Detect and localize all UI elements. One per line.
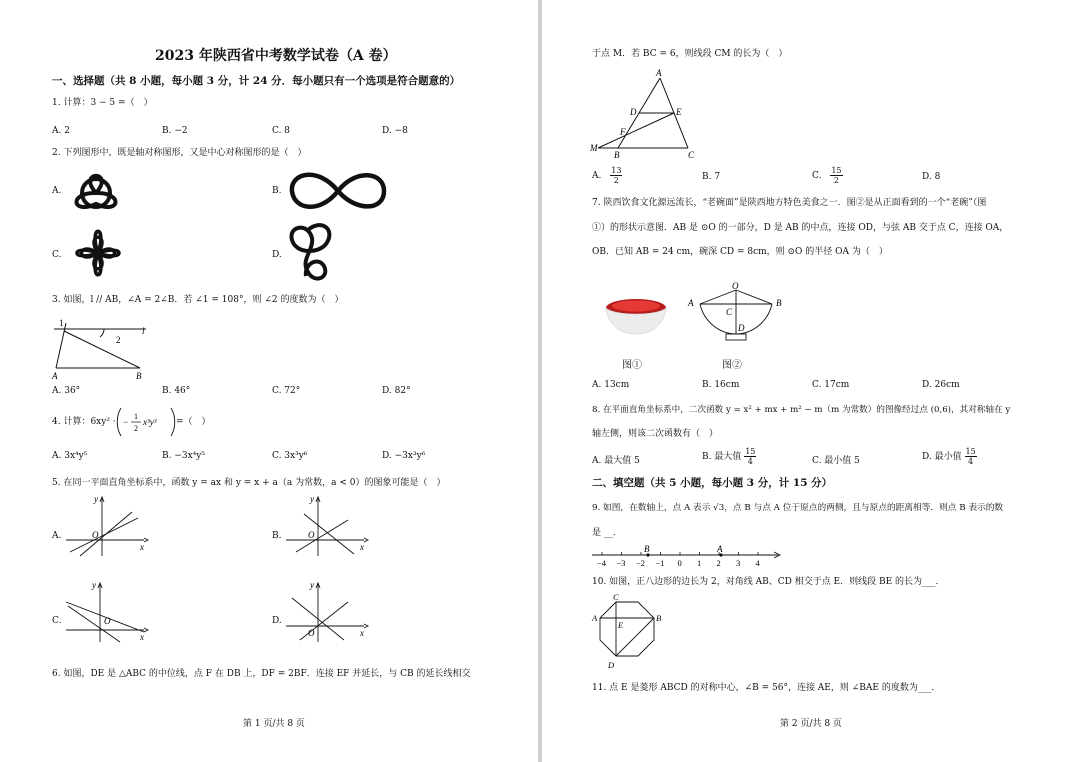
q5-label-c: C. (52, 616, 62, 626)
question-3-stem: 3. 如图，l // AB，∠A = 2∠B．若 ∠1 = 108°，则 ∠2 的度数为（ ） (52, 295, 344, 305)
q7-label-A: A (688, 298, 694, 308)
q7-label-O: O (732, 281, 739, 291)
q8-option-c: C. 最小值 5 (812, 456, 860, 466)
q10-label-A: A (592, 613, 598, 623)
svg-text:2: 2 (134, 424, 138, 433)
q2-label-d: D. (272, 250, 282, 260)
question-8-line2: 轴左侧，则该二次函数有（ ） (592, 429, 719, 439)
q3-label-A: A (52, 371, 58, 381)
q9-point-A: A (717, 544, 723, 554)
question-11-stem: 11. 点 E 是菱形 ABCD 的对称中心，∠B = 56°，连接 AE，则 ∠BAE 的度数为___． (592, 683, 941, 693)
page-1-footer: 第 1 页/共 8 页 (243, 719, 305, 729)
q9-point-B: B (644, 544, 650, 554)
question-9-line2: 是 __． (592, 528, 622, 538)
q7-bowl-diagram (688, 282, 788, 346)
page-2-footer: 第 2 页/共 8 页 (780, 719, 842, 729)
q9-tick-label: 2 (716, 558, 721, 568)
q7-figure-2-caption: 图② (722, 360, 742, 371)
svg-text:O: O (308, 530, 315, 540)
q2-figure-a-triquetra (66, 162, 126, 218)
q6-label-D: D (630, 107, 637, 117)
q1-option-d: D. −8 (382, 126, 408, 136)
q3-figure-parallel-lines (50, 315, 160, 385)
q7-label-B: B (776, 298, 782, 308)
q9-tick-label: −4 (597, 558, 607, 568)
q9-number-line (592, 540, 782, 572)
q10-label-D: D (608, 660, 615, 670)
q5-graph-c (62, 580, 152, 644)
question-2-stem: 2. 下列图形中，既是轴对称图形，又是中心对称图形的是（ ） (52, 148, 307, 158)
q4-option-d: D. −3x³y⁶ (382, 451, 426, 461)
q1-option-a: A. 2 (52, 126, 70, 136)
q5-label-d: D. (272, 616, 282, 626)
q3-option-b: B. 46° (162, 386, 191, 396)
q4-option-b: B. −3x⁴y⁵ (162, 451, 205, 461)
q6-label-C: C (688, 150, 695, 160)
question-4-stem-pre: 4. 计算：6xy² · (52, 417, 116, 427)
q9-tick-label: 0 (677, 558, 682, 568)
q8-b-denominator: 4 (747, 457, 753, 466)
q8-d-denominator: 4 (968, 457, 974, 466)
q2-label-a: A. (52, 186, 62, 196)
q7-label-D: D (738, 323, 745, 333)
svg-text:x: x (360, 628, 364, 638)
q10-label-E: E (618, 620, 624, 630)
q7-option-c: C. 17cm (812, 380, 850, 390)
svg-text:y: y (92, 580, 96, 590)
q5-graph-b (282, 494, 372, 558)
question-1-stem: 1. 计算：3 − 5 =（ ） (52, 98, 153, 108)
q3-label-1: 1 (59, 318, 64, 328)
q7-option-d: D. 26cm (922, 380, 960, 390)
q6-figure-triangle (590, 66, 710, 161)
q7-figure-1-caption: 图① (622, 360, 642, 371)
question-6-continued: 于点 M．若 BC = 6，则线段 CM 的长为（ ） (592, 49, 788, 59)
svg-text:y: y (310, 580, 314, 590)
q9-tick-label: 1 (697, 558, 702, 568)
svg-text:y: y (94, 494, 98, 504)
q4-option-c: C. 3x³y⁶ (272, 451, 308, 461)
q6-a-numerator: 13 (611, 166, 622, 175)
q3-option-c: C. 72° (272, 386, 301, 396)
q6-option-b: B. 7 (702, 172, 721, 182)
svg-text:x: x (140, 542, 144, 552)
q9-tick-label: −2 (636, 558, 646, 568)
question-5-stem: 5. 在同一平面直角坐标系中，函数 y = ax 和 y = x + a（a 为常数，a < 0）的图象可能是（ ） (52, 478, 446, 488)
q1-option-c: C. 8 (272, 126, 291, 136)
svg-text:x: x (140, 632, 144, 642)
q5-label-a: A. (52, 531, 62, 541)
q8-b-numerator: 15 (745, 447, 756, 456)
q8-option-d: D. 最小值 $\frac{15}{4}$ (922, 447, 976, 466)
svg-text:x³y³: x³y³ (143, 417, 157, 427)
q5-graph-d (282, 580, 372, 644)
q9-tick-label: 3 (736, 558, 741, 568)
q5-label-b: B. (272, 531, 282, 541)
q6-label-A: A (656, 68, 662, 78)
q6-label-M: M (590, 143, 598, 153)
q2-figure-c-four-petal (66, 222, 130, 284)
svg-text:O: O (104, 616, 111, 626)
question-6-stem: 6. 如图，DE 是 △ABC 的中位线，点 F 在 DB 上，DF = 2BF．连接 EF 并延长，与 CB 的延长线相交 (52, 669, 471, 679)
q4-bracket-expression (117, 406, 175, 438)
exam-page-2 (542, 0, 1080, 762)
q6-option-a: A. $\frac{13}{2}$ (592, 166, 622, 185)
q3-label-B: B (136, 371, 142, 381)
q2-label-c: C. (52, 250, 62, 260)
question-7-line2: ①）的形状示意图．AB 是 ⊙O 的一部分，D 是 AB 的中点，连接 OD，与弦 AB 交于点 C，连接 OA， (592, 223, 1009, 233)
q9-tick-label: −3 (616, 558, 626, 568)
page-title: 2023 年陕西省中考数学试卷（A 卷） (155, 48, 397, 64)
svg-text:O: O (308, 628, 315, 638)
q8-option-b: B. 最大值 $\frac{15}{4}$ (702, 447, 756, 466)
q6-c-numerator: 15 (831, 166, 842, 175)
question-9-line1: 9. 如图，在数轴上，点 A 表示 √3，点 B 与点 A 位于原点的两侧，且与原点的距离相等．则点 B 表示的数 (592, 503, 1004, 513)
question-7-line1: 7. 陕西饮食文化源远流长，“老碗面”是陕西地方特色美食之一．图②是从正面看到的一个“老碗”（图 (592, 198, 987, 208)
q2-figure-d-loop-knot (286, 220, 336, 286)
q2-label-b: B. (272, 186, 282, 196)
q10-label-C: C (613, 592, 619, 602)
q3-option-a: A. 36° (52, 386, 81, 396)
svg-text:x: x (360, 542, 364, 552)
q9-tick-label: −1 (655, 558, 665, 568)
svg-text:O: O (92, 530, 99, 540)
q6-label-B: B (614, 150, 620, 160)
q2-figure-b-infinity (288, 168, 388, 214)
q6-label-F: F (620, 127, 626, 137)
q7-bowl-photo (604, 296, 668, 336)
svg-text:−: − (123, 417, 129, 427)
q9-tick-label: 4 (755, 558, 760, 568)
q6-label-E: E (676, 107, 682, 117)
q10-octagon-figure (590, 594, 670, 674)
question-7-line3: OB．已知 AB = 24 cm，碗深 CD = 8cm，则 ⊙O 的半径 OA 为（ ） (592, 247, 888, 257)
q3-label-2: 2 (116, 335, 121, 345)
q8-option-a: A. 最大值 5 (592, 456, 640, 466)
q4-option-a: A. 3x⁴y⁵ (52, 451, 88, 461)
exam-page-1 (0, 0, 538, 762)
question-8-line1: 8. 在平面直角坐标系中，二次函数 y = x² + mx + m² − m（m 为常数）的图像经过点 (0,6)，其对称轴在 y (592, 405, 1011, 415)
q6-a-denominator: 2 (613, 176, 619, 185)
question-4-stem-post: =（ ） (176, 417, 211, 427)
section-choice-heading: 一、选择题（共 8 小题，每小题 3 分，计 24 分．每小题只有一个选项是符合题意的） (52, 75, 461, 87)
svg-text:y: y (310, 494, 314, 504)
q10-label-B: B (656, 613, 662, 623)
q5-graph-a (62, 494, 152, 558)
section-fill-heading: 二、填空题（共 5 小题，每小题 3 分，计 15 分） (592, 477, 833, 489)
q6-option-c: C. $\frac{15}{2}$ (812, 166, 842, 185)
q7-label-C: C (726, 307, 733, 317)
q6-option-d: D. 8 (922, 172, 941, 182)
q3-label-l: l (142, 326, 145, 336)
svg-text:1: 1 (134, 412, 138, 421)
q6-c-denominator: 2 (833, 176, 839, 185)
q7-option-b: B. 16cm (702, 380, 740, 390)
q1-option-b: B. −2 (162, 126, 188, 136)
q8-d-numerator: 15 (965, 447, 976, 456)
q7-option-a: A. 13cm (592, 380, 630, 390)
question-10-stem: 10. 如图，正八边形的边长为 2，对角线 AB、CD 相交于点 E．则线段 BE 的长为___． (592, 577, 945, 587)
q3-option-d: D. 82° (382, 386, 411, 396)
